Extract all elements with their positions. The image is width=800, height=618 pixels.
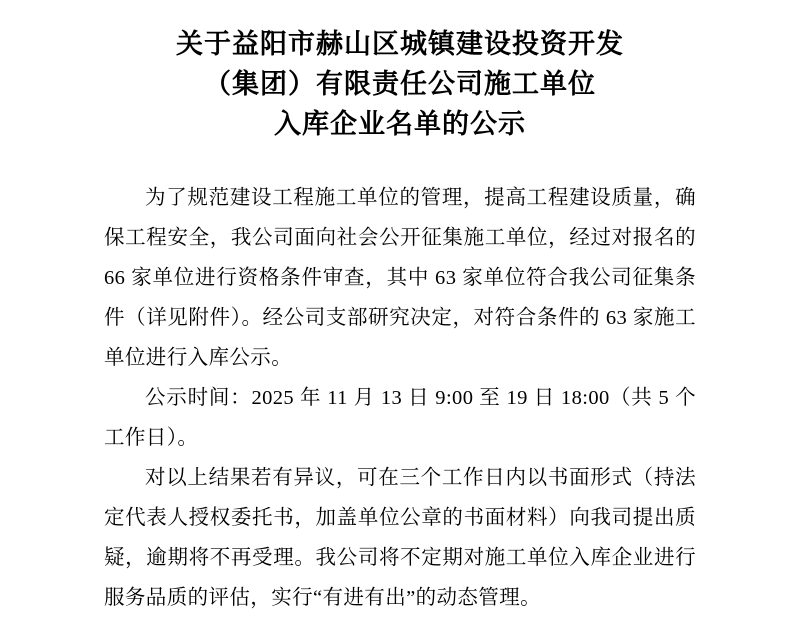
- page-title: [104, 18, 696, 144]
- paragraph-1: 为了规范建设工程施工单位的管理，提高工程建设质量，确保工程安全，我公司面向社会公开征集施工单位，经过对报名的 66 家单位进行资格条件审查，其中 63 家单位符合我公司征集条件（详见附件）。经公司支部研究决定，对符合条件的 63 家施工单位进行入库公示。: [104, 187, 696, 369]
- paragraph-2: 公示时间：2025 年 11 月 13 日 9:00 至 19 日 18:00（共 5 个工作日）。: [104, 387, 696, 449]
- paragraph-3: 对以上结果若有异议，可在三个工作日内以书面形式（持法定代表人授权委托书，加盖单位公章的书面材料）向我司提出质疑，逾期将不再受理。我公司将不定期对施工单位入库企业进行服务品质的评估，实行“有进有出”的动态管理。: [104, 467, 696, 609]
- document-body: [104, 178, 696, 618]
- page-title-line-3: 入库企业名单的公示: [274, 109, 526, 139]
- page-title-line-2: （集团）有限责任公司施工单位: [204, 69, 596, 99]
- page-title-line-1: 关于益阳市赫山区城镇建设投资开发: [176, 29, 624, 59]
